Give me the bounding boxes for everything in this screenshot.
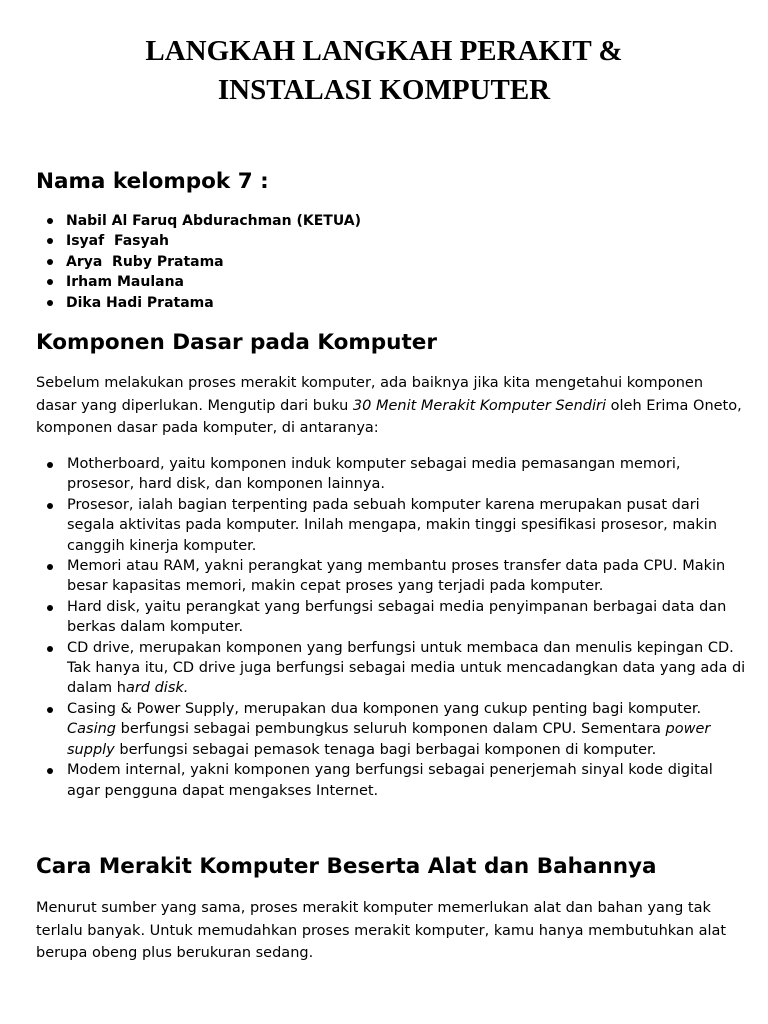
bullet-icon [47, 279, 53, 285]
text-line: Hard disk, yaitu perangkat yang berfungsi sebagai media penyimpanan berbagai data dan [67, 598, 727, 615]
text-run: dalam h [67, 680, 126, 697]
member-name: Arya Ruby Pratama [66, 253, 224, 270]
list-item [36, 211, 361, 231]
text-line: Prosesor, ialah bagian terpenting pada sebuah komputer karena merupakan pusat dari [67, 496, 700, 513]
member-list [36, 211, 361, 313]
bullet-icon [47, 707, 53, 713]
list-item [36, 597, 746, 638]
text-line: prosesor, hard disk, dan komponen lainnya. [67, 476, 385, 493]
member-name: Isyaf Fasyah [66, 233, 170, 250]
text-run: berfungsi sebagai pemasok tenaga bagi berbagai komponen di komputer. [114, 741, 657, 758]
list-item [36, 231, 361, 251]
title-line: INSTALASI KOMPUTER [217, 74, 551, 106]
text-line: berkas dalam komputer. [67, 619, 244, 636]
list-item [36, 495, 746, 556]
document-title [0, 32, 768, 110]
bullet-icon [47, 605, 53, 611]
list-item [36, 556, 746, 597]
text-line: komponen dasar pada komputer, di antaranya: [36, 420, 379, 436]
list-item [36, 454, 746, 495]
component-list [36, 454, 746, 801]
text-line: canggih kinerja komputer. [67, 537, 257, 554]
italic-term: supply [67, 741, 115, 758]
bullet-icon [47, 300, 53, 306]
text-line [67, 678, 746, 698]
title-line: LANGKAH LANGKAH PERAKIT & [145, 35, 623, 67]
intro-paragraph [36, 372, 742, 440]
bullet-icon [47, 564, 53, 570]
list-item [36, 252, 361, 272]
text-line: Sebelum melakukan proses merakit komputer, ada baiknya jika kita mengetahui komponen [36, 375, 704, 391]
text-line: Modem internal, yakni komponen yang berfungsi sebagai penerjemah sinyal kode digital [67, 762, 713, 779]
list-item [36, 293, 361, 313]
group-heading: Nama kelompok 7 : [36, 169, 269, 194]
bullet-icon [47, 646, 53, 652]
list-item [36, 638, 746, 699]
text-line: agar pengguna dapat mengakses Internet. [67, 782, 379, 799]
bullet-icon [47, 259, 53, 265]
text-line [67, 719, 746, 739]
book-title: 30 Menit Merakit Komputer Sendiri [352, 397, 607, 414]
text-line: Tak hanya itu, CD drive juga berfungsi sebagai media untuk mencadangkan data yang ada di [67, 660, 746, 677]
text-line: Casing & Power Supply, merupakan dua komponen yang cukup penting bagi komputer. [67, 700, 702, 717]
bullet-icon [47, 768, 53, 774]
komponen-heading: Komponen Dasar pada Komputer [36, 330, 437, 355]
text-line: Menurut sumber yang sama, proses merakit komputer memerlukan alat dan bahan yang tak [36, 900, 711, 916]
cara-heading: Cara Merakit Komputer Beserta Alat dan Bahannya [36, 854, 657, 879]
list-item [36, 272, 361, 292]
member-name: Dika Hadi Pratama [66, 294, 214, 311]
bullet-icon [47, 218, 53, 224]
italic-term: Casing [67, 721, 116, 738]
text-run: dasar yang diperlukan. Mengutip dari buku [36, 397, 353, 414]
text-line: segala aktivitas pada komputer. Inilah mengapa, makin tinggi spesifikasi prosesor, makin [67, 517, 718, 534]
text-line: Motherboard, yaitu komponen induk komputer sebagai media pemasangan memori, [67, 456, 681, 472]
text-line [36, 395, 742, 418]
text-line: besar kapasitas memori, makin cepat proses yang terjadi pada komputer. [67, 578, 604, 595]
italic-term: ard disk. [125, 680, 189, 697]
bullet-icon [47, 462, 53, 468]
text-run: oleh Erima Oneto, [606, 397, 742, 414]
text-line: berupa obeng plus berukuran sedang. [36, 945, 314, 961]
text-line [67, 740, 746, 760]
bullet-icon [47, 503, 53, 509]
italic-term: power [665, 721, 711, 738]
member-name: Irham Maulana [66, 274, 184, 291]
text-line: CD drive, merupakan komponen yang berfungsi untuk membaca dan menulis kepingan CD. [67, 639, 734, 656]
text-run: berfungsi sebagai pembungkus seluruh komponen dalam CPU. Sementara [116, 721, 666, 738]
tools-paragraph [36, 897, 736, 965]
list-item [36, 760, 746, 801]
text-line: terlalu banyak. Untuk memudahkan proses merakit komputer, kamu hanya membutuhkan alat [36, 922, 727, 939]
text-line: Memori atau RAM, yakni perangkat yang membantu proses transfer data pada CPU. Makin [67, 558, 726, 575]
bullet-icon [47, 238, 53, 244]
list-item [36, 699, 746, 760]
member-name: Nabil Al Faruq Abdurachman (KETUA) [66, 213, 361, 229]
